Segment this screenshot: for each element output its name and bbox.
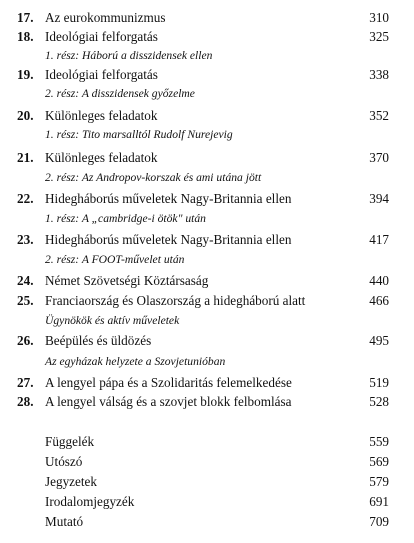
appendix-title: Jegyzetek bbox=[45, 474, 97, 489]
page-number: 528 bbox=[369, 394, 389, 409]
chapter-title: Ideológiai felforgatás bbox=[45, 29, 158, 44]
page-number: 338 bbox=[369, 67, 389, 82]
chapter-subtitle: 2. rész: Az Andropov-korszak és ami utána jött bbox=[45, 171, 262, 184]
toc-subentry-19 bbox=[0, 84, 414, 104]
toc-appendix-2 bbox=[0, 452, 414, 472]
chapter-subtitle: Ügynökök és aktív műveletek bbox=[45, 314, 180, 327]
page-number: 370 bbox=[369, 150, 389, 165]
appendix-title: Mutató bbox=[45, 514, 84, 529]
chapter-subtitle: 1. rész: Háború a disszidensek ellen bbox=[45, 49, 213, 62]
chapter-number: 28. bbox=[17, 394, 34, 409]
page-number: 440 bbox=[369, 273, 389, 288]
page-number: 352 bbox=[369, 108, 389, 123]
page-number: 325 bbox=[369, 29, 389, 44]
appendix-title: Utószó bbox=[45, 454, 83, 469]
toc-entry-25 bbox=[0, 291, 414, 311]
chapter-number: 18. bbox=[17, 29, 34, 44]
appendix-title: Irodalomjegyzék bbox=[45, 494, 135, 509]
chapter-subtitle: 2. rész: A disszidensek győzelme bbox=[45, 87, 195, 100]
chapter-title: Német Szövetségi Köztársaság bbox=[45, 273, 209, 288]
chapter-title: Különleges feladatok bbox=[45, 108, 158, 123]
toc-entry-26 bbox=[0, 331, 414, 351]
toc-subentry-20 bbox=[0, 125, 414, 145]
toc-entry-19 bbox=[0, 65, 414, 85]
toc-entry-24 bbox=[0, 271, 414, 291]
page-number: 466 bbox=[369, 293, 389, 308]
chapter-title: Hidegháborús műveletek Nagy-Britannia ellen bbox=[45, 232, 292, 247]
chapter-title: Beépülés és üldözés bbox=[45, 333, 152, 348]
page-number: 310 bbox=[369, 10, 389, 25]
toc-entry-22 bbox=[0, 189, 414, 209]
toc-appendix-5 bbox=[0, 512, 414, 532]
toc-subentry-18 bbox=[0, 46, 414, 66]
page-number: 691 bbox=[369, 494, 389, 509]
toc-entry-17 bbox=[0, 8, 414, 28]
chapter-number: 21. bbox=[17, 150, 34, 165]
appendix-title: Függelék bbox=[45, 434, 95, 449]
toc-subentry-23 bbox=[0, 250, 414, 270]
toc-subentry-22 bbox=[0, 209, 414, 229]
toc-entry-18 bbox=[0, 27, 414, 47]
page-number: 417 bbox=[369, 232, 389, 247]
page-number: 519 bbox=[369, 375, 389, 390]
chapter-title: Ideológiai felforgatás bbox=[45, 67, 158, 82]
chapter-number: 24. bbox=[17, 273, 34, 288]
toc-entry-27 bbox=[0, 373, 414, 393]
page-number: 394 bbox=[369, 191, 389, 206]
toc-entry-21 bbox=[0, 148, 414, 168]
chapter-number: 19. bbox=[17, 67, 34, 82]
chapter-title: Hidegháborús műveletek Nagy-Britannia ellen bbox=[45, 191, 292, 206]
chapter-number: 27. bbox=[17, 375, 34, 390]
chapter-number: 20. bbox=[17, 108, 34, 123]
chapter-number: 25. bbox=[17, 293, 34, 308]
toc-subentry-25 bbox=[0, 311, 414, 331]
toc-appendix-4 bbox=[0, 492, 414, 512]
page-number: 579 bbox=[369, 474, 389, 489]
chapter-subtitle: 1. rész: Tito marsalltól Rudolf Nurejevig bbox=[45, 128, 233, 141]
page-number: 559 bbox=[369, 434, 389, 449]
toc-appendix-1 bbox=[0, 432, 414, 452]
chapter-number: 23. bbox=[17, 232, 34, 247]
chapter-subtitle: Az egyházak helyzete a Szovjetunióban bbox=[45, 355, 226, 368]
toc-appendix-3 bbox=[0, 472, 414, 492]
chapter-number: 17. bbox=[17, 10, 34, 25]
toc-entry-20 bbox=[0, 106, 414, 126]
chapter-subtitle: 1. rész: A „cambridge-i ötök" után bbox=[45, 212, 206, 225]
toc-subentry-26 bbox=[0, 352, 414, 372]
chapter-number: 26. bbox=[17, 333, 34, 348]
chapter-title: Különleges feladatok bbox=[45, 150, 158, 165]
page-number: 569 bbox=[369, 454, 389, 469]
toc-entry-23 bbox=[0, 230, 414, 250]
page-number: 709 bbox=[369, 514, 389, 529]
page-number: 495 bbox=[369, 333, 389, 348]
chapter-title: A lengyel válság és a szovjet blokk felbomlása bbox=[45, 394, 292, 409]
toc-entry-28 bbox=[0, 392, 414, 412]
toc-subentry-21 bbox=[0, 168, 414, 188]
chapter-number: 22. bbox=[17, 191, 34, 206]
chapter-subtitle: 2. rész: A FOOT-művelet után bbox=[45, 253, 185, 266]
chapter-title: A lengyel pápa és a Szolidaritás felemelkedése bbox=[45, 375, 292, 390]
chapter-title: Franciaország és Olaszország a hidegháború alatt bbox=[45, 293, 306, 308]
chapter-title: Az eurokommunizmus bbox=[45, 10, 166, 25]
